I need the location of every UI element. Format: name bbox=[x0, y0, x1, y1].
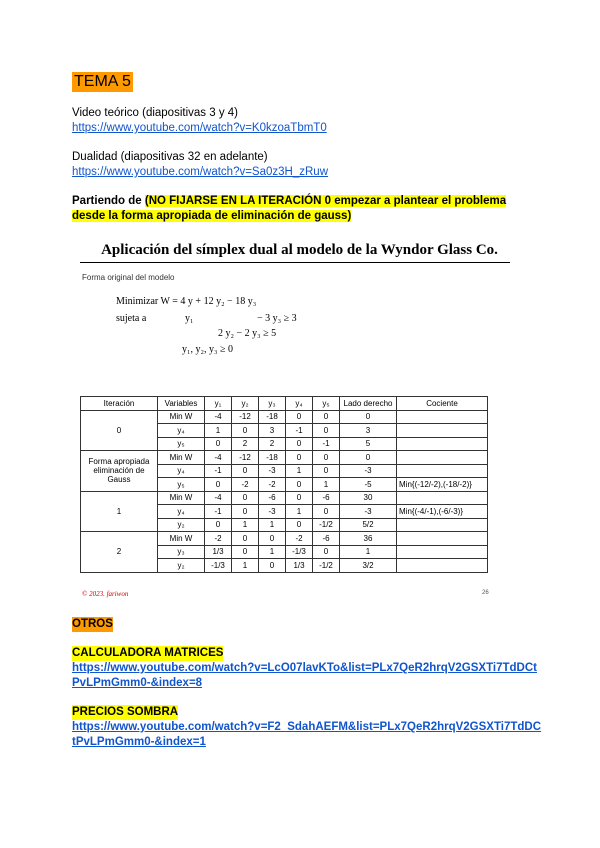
table-cell: 0 bbox=[286, 491, 313, 505]
table-cell: Min W bbox=[158, 491, 205, 505]
table-cell: -1 bbox=[286, 424, 313, 438]
table-cell: 0 bbox=[232, 505, 259, 519]
calc-link-line1[interactable]: https://www.youtube.com/watch?v=LcO07lavKTo&list=PLx7QeR2hrqV2GSXTi7TdDCt bbox=[72, 662, 537, 674]
model-constraint-1b: − 3 y₃ ≥ 3 bbox=[257, 313, 297, 324]
table-cell: -3 bbox=[259, 464, 286, 478]
table-row bbox=[81, 410, 488, 424]
iteration-cell: 0 bbox=[81, 410, 158, 451]
table-cell: -6 bbox=[313, 532, 340, 546]
header-cell: y₅ bbox=[313, 397, 340, 411]
table-cell: 0 bbox=[313, 545, 340, 559]
table-cell: Min W bbox=[158, 451, 205, 465]
table-cell: -2 bbox=[205, 532, 232, 546]
table-cell bbox=[397, 410, 488, 424]
table-cell: -18 bbox=[259, 451, 286, 465]
table-cell: Min W bbox=[158, 410, 205, 424]
table-cell: 0 bbox=[286, 437, 313, 451]
note-line-2 bbox=[72, 209, 351, 224]
table-cell: -1/3 bbox=[286, 545, 313, 559]
table-cell: 36 bbox=[340, 532, 397, 546]
table-cell: 0 bbox=[313, 464, 340, 478]
table-cell: -4 bbox=[205, 410, 232, 424]
note-prefix: Partiendo de bbox=[72, 195, 145, 207]
table-cell: 1 bbox=[286, 464, 313, 478]
table-cell: y₅ bbox=[158, 478, 205, 492]
table-cell: 5/2 bbox=[340, 518, 397, 532]
table-cell: -4 bbox=[205, 451, 232, 465]
header-cell: y₄ bbox=[286, 397, 313, 411]
table-cell: y₂ bbox=[158, 559, 205, 573]
table-cell: 0 bbox=[340, 410, 397, 424]
table-cell: Min{(-4/-1),(-6/-3)} bbox=[397, 505, 488, 519]
table-cell: 1 bbox=[232, 559, 259, 573]
table-cell: 3/2 bbox=[340, 559, 397, 573]
video1-link[interactable]: https://www.youtube.com/watch?v=K0kzoaTbmT0 bbox=[72, 122, 327, 134]
table-header-row bbox=[81, 397, 488, 411]
model-nonneg: y₁, y₂, y₃ ≥ 0 bbox=[182, 344, 233, 355]
header-cell: Variables bbox=[158, 397, 205, 411]
table-cell bbox=[397, 424, 488, 438]
table-cell: 0 bbox=[232, 491, 259, 505]
table-cell: 0 bbox=[205, 478, 232, 492]
header-cell: Lado derecho bbox=[340, 397, 397, 411]
video2-label: Dualidad (diapositivas 32 en adelante) bbox=[72, 151, 268, 163]
table-cell: y₂ bbox=[158, 518, 205, 532]
section-title: TEMA 5 bbox=[74, 73, 131, 90]
table-cell: 0 bbox=[313, 424, 340, 438]
table-cell: 0 bbox=[259, 532, 286, 546]
table-cell: 0 bbox=[313, 505, 340, 519]
table-cell bbox=[397, 437, 488, 451]
figure-title: Aplicación del símplex dual al modelo de la Wyndor Glass Co. bbox=[101, 242, 498, 258]
table-cell: 1 bbox=[232, 518, 259, 532]
table-cell bbox=[397, 545, 488, 559]
table-cell: -3 bbox=[340, 464, 397, 478]
table-cell: -2 bbox=[259, 478, 286, 492]
table-cell: 2 bbox=[259, 437, 286, 451]
table-cell: 1/3 bbox=[286, 559, 313, 573]
precios-heading: PRECIOS SOMBRA bbox=[72, 706, 179, 718]
otros-heading: OTROS bbox=[72, 618, 113, 630]
table-cell: y₄ bbox=[158, 424, 205, 438]
table-cell: 1 bbox=[205, 424, 232, 438]
table-cell bbox=[397, 518, 488, 532]
table-cell: 0 bbox=[232, 464, 259, 478]
table-cell: -12 bbox=[232, 451, 259, 465]
table-body bbox=[81, 410, 488, 572]
table-cell: y₃ bbox=[158, 545, 205, 559]
table-cell: -2 bbox=[286, 532, 313, 546]
simplex-table bbox=[80, 396, 488, 573]
table-cell: 1/3 bbox=[205, 545, 232, 559]
table-cell: -6 bbox=[313, 491, 340, 505]
model-constraint-2: 2 y₂ − 2 y₃ ≥ 5 bbox=[218, 328, 277, 339]
iteration-cell: Forma apropiada eliminación de Gauss bbox=[81, 451, 158, 492]
table-cell: -18 bbox=[259, 410, 286, 424]
table-cell: 0 bbox=[286, 518, 313, 532]
table-cell: -12 bbox=[232, 410, 259, 424]
table-cell: y₄ bbox=[158, 505, 205, 519]
video2-link[interactable]: https://www.youtube.com/watch?v=Sa0z3H_zRuw bbox=[72, 166, 328, 178]
calc-heading: CALCULADORA MATRICES bbox=[72, 647, 224, 659]
table-row bbox=[81, 451, 488, 465]
table-cell: 5 bbox=[340, 437, 397, 451]
model-objective: Minimizar W = 4 y + 12 y₂ − 18 y₃ bbox=[116, 296, 257, 307]
figure-simplex-dual bbox=[72, 236, 527, 606]
table-cell: 0 bbox=[232, 545, 259, 559]
table-cell: Min{(-12/-2),(-18/-2)} bbox=[397, 478, 488, 492]
model-constraint-label: sujeta a bbox=[116, 313, 147, 324]
table-cell: 0 bbox=[286, 451, 313, 465]
table-cell: 0 bbox=[205, 437, 232, 451]
table-cell: 1 bbox=[259, 545, 286, 559]
precios-link-line1[interactable]: https://www.youtube.com/watch?v=F2_SdahAEFM&list=PLx7QeR2hrqV2GSXTi7TdDC bbox=[72, 721, 542, 733]
copyright: © 2023. fariwon bbox=[82, 590, 129, 598]
table-cell: -1 bbox=[205, 505, 232, 519]
table-cell: 2 bbox=[232, 437, 259, 451]
table-cell: 1 bbox=[340, 545, 397, 559]
table-cell: -1 bbox=[313, 437, 340, 451]
page-number: 26 bbox=[482, 590, 489, 596]
form-label: Forma original del modelo bbox=[82, 273, 175, 282]
header-cell: y₃ bbox=[259, 397, 286, 411]
header-cell: y₂ bbox=[232, 397, 259, 411]
table-cell: 1 bbox=[259, 518, 286, 532]
iteration-cell: 1 bbox=[81, 491, 158, 532]
table-row bbox=[81, 491, 488, 505]
table-cell: -1/2 bbox=[313, 518, 340, 532]
note-highlight-2: desde la forma apropiada de eliminación de gauss) bbox=[72, 210, 352, 222]
table-cell: 0 bbox=[232, 424, 259, 438]
table-cell: 0 bbox=[259, 559, 286, 573]
table-cell: y₄ bbox=[158, 464, 205, 478]
table-cell bbox=[397, 464, 488, 478]
header-cell: y₁ bbox=[205, 397, 232, 411]
divider bbox=[80, 262, 510, 263]
table-cell: 30 bbox=[340, 491, 397, 505]
table-cell: 0 bbox=[313, 451, 340, 465]
table-cell: 1 bbox=[313, 478, 340, 492]
note-line-1 bbox=[72, 194, 506, 209]
table-cell: -5 bbox=[340, 478, 397, 492]
model-constraint-1a: y₁ bbox=[185, 313, 194, 324]
table-cell: -2 bbox=[232, 478, 259, 492]
table-cell: 0 bbox=[205, 518, 232, 532]
table-cell: -6 bbox=[259, 491, 286, 505]
table-cell: 1 bbox=[286, 505, 313, 519]
table-row bbox=[81, 532, 488, 546]
table-cell: 0 bbox=[232, 532, 259, 546]
table-cell: 3 bbox=[259, 424, 286, 438]
video1-label: Video teórico (diapositivas 3 y 4) bbox=[72, 107, 238, 119]
table-cell: 0 bbox=[286, 478, 313, 492]
precios-link-line2[interactable]: tPvLPmGmm0-&index=1 bbox=[72, 736, 206, 748]
table-cell: Min W bbox=[158, 532, 205, 546]
table-cell: -1 bbox=[205, 464, 232, 478]
header-cell: Cociente bbox=[397, 397, 488, 411]
table-cell: 0 bbox=[286, 410, 313, 424]
table-cell: -3 bbox=[259, 505, 286, 519]
note-highlight-1: (NO FIJARSE EN LA ITERACIÓN 0 empezar a plantear el problema bbox=[144, 195, 507, 207]
table-cell bbox=[397, 491, 488, 505]
table-cell: -1/3 bbox=[205, 559, 232, 573]
table-cell bbox=[397, 532, 488, 546]
calc-link-line2[interactable]: PvLPmGmm0-&index=8 bbox=[72, 677, 203, 689]
table-cell: -3 bbox=[340, 505, 397, 519]
table-cell: -1/2 bbox=[313, 559, 340, 573]
table-cell: 3 bbox=[340, 424, 397, 438]
table-cell: y₅ bbox=[158, 437, 205, 451]
header-cell: Iteración bbox=[81, 397, 158, 411]
table-cell bbox=[397, 559, 488, 573]
table-cell: 0 bbox=[340, 451, 397, 465]
table-cell: 0 bbox=[313, 410, 340, 424]
table-cell: -4 bbox=[205, 491, 232, 505]
table-cell bbox=[397, 451, 488, 465]
iteration-cell: 2 bbox=[81, 532, 158, 573]
